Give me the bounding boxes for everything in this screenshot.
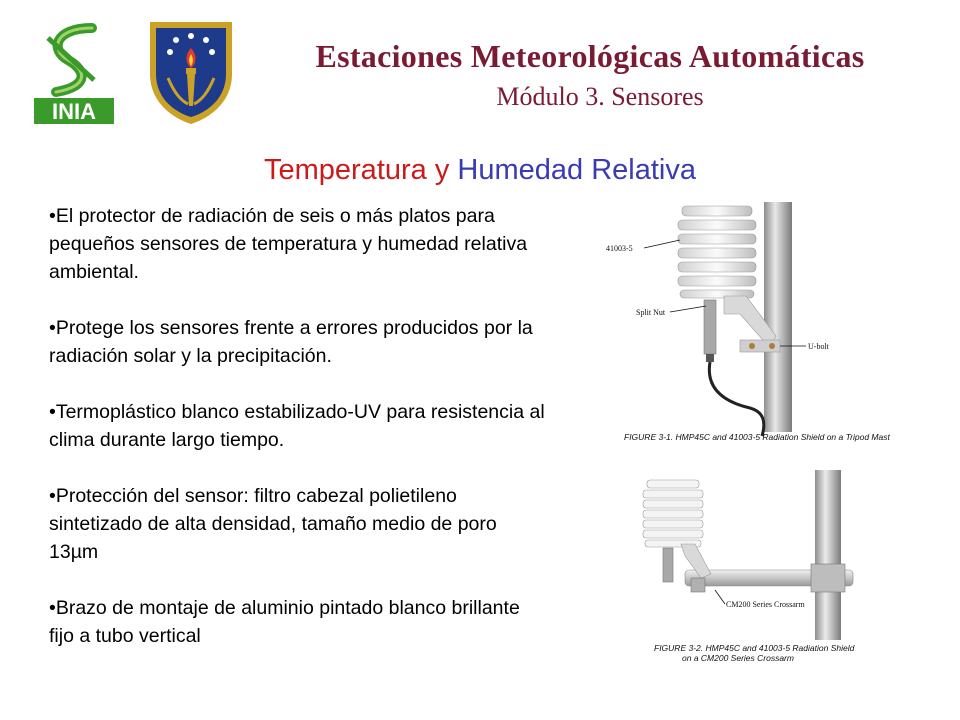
bullet-item: •Termoplástico blanco estabilizado-UV para resistencia al clima durante largo tiempo.	[49, 401, 545, 451]
inia-logo-text: INIA	[52, 99, 96, 124]
slide-title-and: y	[434, 154, 450, 186]
label-u-bolt: U-bolt	[808, 342, 829, 351]
slide-title-humidity: Humedad Relativa	[457, 154, 696, 186]
figure2-caption-line1: FIGURE 3-2. HMP45C and 41003-5 Radiation Shield	[654, 643, 855, 653]
bullet-list	[49, 202, 549, 678]
figure2-caption-line2: on a CM200 Series Crossarm	[682, 653, 794, 663]
university-seal	[146, 18, 236, 126]
bullet-item: •Protección del sensor: filtro cabezal polietileno sintetizado de alta densidad, tamaño medio de poro 13µm	[49, 485, 497, 563]
bullet-item: •El protector de radiación de seis o más platos para pequeños sensores de temperatura y humedad relativa ambiental.	[49, 205, 528, 283]
figure1-caption: FIGURE 3-1. HMP45C and 41003-5 Radiation Shield on a Tripod Mast	[624, 432, 890, 442]
label-split-nut: Split Nut	[636, 308, 666, 317]
figure-tripod-mast	[600, 196, 890, 448]
bullet-item: •Brazo de montaje de aluminio pintado blanco brillante fijo a tubo vertical	[49, 597, 520, 647]
header	[250, 36, 930, 114]
slide-title-temperature: Temperatura	[263, 154, 427, 186]
slide-title	[0, 150, 960, 190]
module-subtitle: Módulo 3. Sensores	[496, 82, 704, 111]
inia-logo	[34, 20, 114, 126]
figure-crossarm	[615, 466, 865, 662]
bullet-item: •Protege los sensores frente a errores producidos por la radiación solar y la precipitación.	[49, 317, 533, 367]
label-crossarm: CM200 Series Crossarm	[726, 600, 805, 609]
label-shield-part: 41003-5	[606, 244, 633, 253]
presentation-title: Estaciones Meteorológicas Automáticas	[315, 38, 865, 74]
